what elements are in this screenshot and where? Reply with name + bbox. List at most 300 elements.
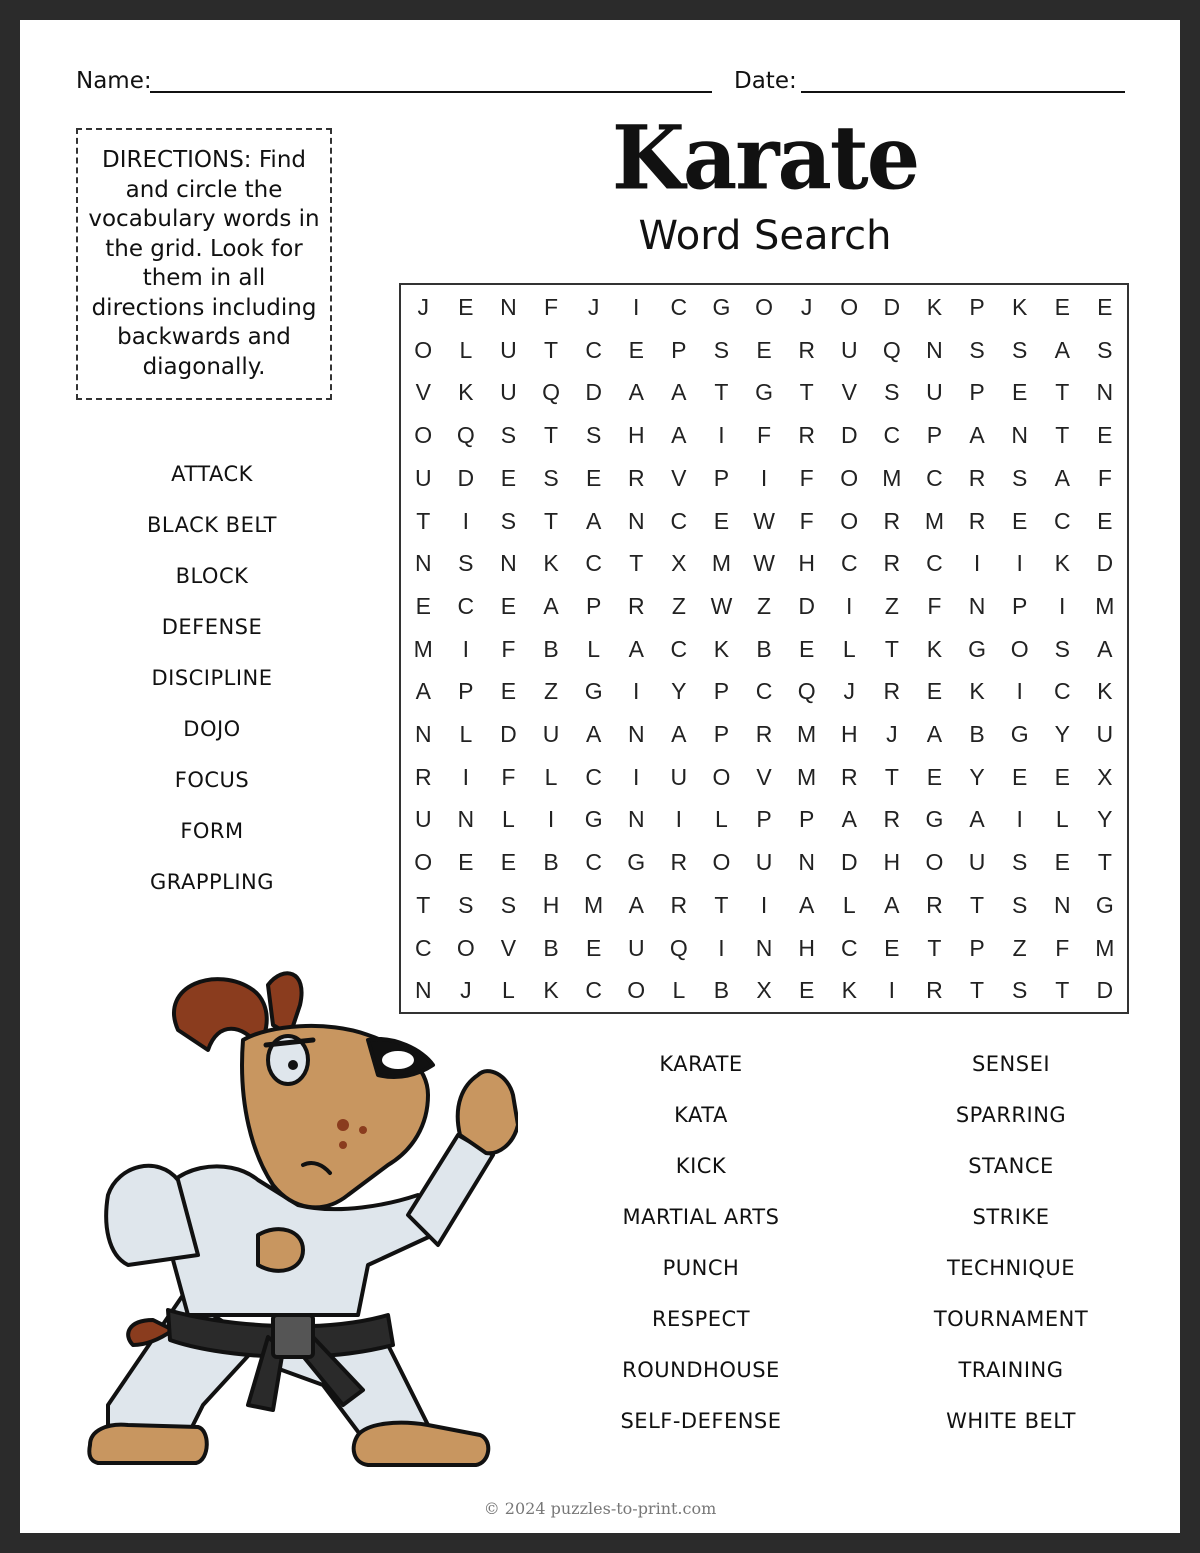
grid-letter[interactable]: A	[628, 379, 644, 406]
grid-letter[interactable]: E	[1011, 507, 1028, 534]
grid-letter[interactable]: R	[798, 422, 815, 449]
grid-letter[interactable]: A	[1097, 635, 1113, 662]
grid-letter[interactable]: I	[633, 763, 640, 790]
grid-letter[interactable]: A	[969, 422, 985, 449]
grid-letter[interactable]: F	[927, 592, 942, 619]
grid-letter[interactable]: L	[459, 336, 473, 363]
grid-letter[interactable]: Q	[797, 678, 816, 705]
grid-letter[interactable]: E	[628, 336, 644, 363]
grid-letter[interactable]: T	[544, 507, 559, 534]
grid-letter[interactable]: E	[926, 678, 943, 705]
grid-letter[interactable]: H	[627, 422, 645, 449]
grid-letter[interactable]: V	[756, 763, 772, 790]
grid-letter[interactable]: T	[544, 336, 559, 363]
grid-letter[interactable]: S	[500, 422, 517, 449]
grid-letter[interactable]: N	[414, 977, 432, 1004]
grid-letter[interactable]: O	[712, 763, 731, 790]
grid-letter[interactable]: K	[458, 379, 474, 406]
grid-letter[interactable]: F	[799, 464, 814, 491]
grid-letter[interactable]: C	[585, 849, 602, 876]
grid-letter[interactable]: S	[458, 550, 474, 577]
grid-letter[interactable]: M	[924, 507, 945, 534]
grid-letter[interactable]: E	[500, 464, 517, 491]
copyright-footer: © 2024 puzzles-to-print.com	[483, 1499, 717, 1518]
grid-letter[interactable]: K	[926, 635, 943, 662]
grid-letter[interactable]: A	[841, 806, 857, 833]
grid-letter[interactable]: T	[714, 379, 729, 406]
grid-letter[interactable]: I	[760, 891, 768, 918]
grid-letter[interactable]: F	[1055, 934, 1070, 961]
grid-letter[interactable]: S	[1011, 977, 1028, 1004]
grid-letter[interactable]: A	[671, 422, 687, 449]
grid-letter[interactable]: E	[1097, 507, 1113, 534]
grid-letter[interactable]: N	[627, 721, 645, 747]
grid-letter[interactable]: D	[1096, 550, 1114, 577]
grid-letter[interactable]: L	[842, 891, 856, 918]
grid-letter[interactable]: D	[883, 294, 901, 320]
grid-letter[interactable]: Y	[969, 763, 985, 790]
grid-letter[interactable]: S	[500, 507, 517, 534]
grid-letter[interactable]: S	[1011, 891, 1028, 918]
grid-letter[interactable]: F	[501, 635, 516, 662]
grid-letter[interactable]: D	[798, 592, 815, 619]
grid-letter[interactable]: E	[500, 592, 517, 619]
grid-letter[interactable]: E	[1011, 379, 1028, 406]
grid-letter[interactable]: U	[500, 379, 517, 406]
grid-letter[interactable]: T	[416, 507, 431, 534]
grid-letter[interactable]: N	[755, 934, 773, 961]
grid-letter[interactable]: Y	[671, 678, 687, 705]
grid-letter[interactable]: I	[1016, 806, 1023, 833]
grid-letter[interactable]: G	[584, 806, 603, 833]
grid-letter[interactable]: O	[712, 849, 731, 876]
grid-letter[interactable]: A	[884, 891, 900, 918]
grid-letter[interactable]: W	[753, 550, 775, 577]
grid-letter[interactable]: O	[414, 422, 433, 449]
grid-letter[interactable]: K	[1097, 678, 1113, 705]
grid-letter[interactable]: B	[543, 934, 559, 961]
grid-letter[interactable]: D	[457, 464, 475, 491]
grid-letter[interactable]: G	[755, 379, 773, 406]
grid-letter[interactable]: U	[840, 336, 858, 363]
grid-letter[interactable]: K	[543, 550, 559, 577]
grid-letter[interactable]: P	[1011, 592, 1028, 619]
grid-letter[interactable]: T	[1055, 379, 1070, 406]
grid-letter[interactable]: T	[544, 422, 559, 449]
grid-letter[interactable]: C	[670, 294, 688, 320]
grid-letter[interactable]: G	[627, 849, 646, 876]
grid-letter[interactable]: E	[585, 934, 602, 961]
grid-letter[interactable]: U	[414, 464, 432, 491]
grid-letter[interactable]: L	[587, 635, 601, 662]
grid-letter[interactable]: P	[969, 934, 985, 961]
grid-letter[interactable]: R	[627, 592, 645, 619]
grid-letter[interactable]: R	[798, 336, 815, 363]
grid-letter[interactable]: G	[584, 678, 603, 705]
grid-letter[interactable]: T	[970, 891, 985, 918]
grid-letter[interactable]: Z	[884, 592, 899, 619]
grid-letter[interactable]: T	[884, 635, 899, 662]
grid-letter[interactable]: I	[633, 678, 640, 705]
grid-letter[interactable]: S	[500, 891, 517, 918]
grid-letter[interactable]: T	[799, 379, 814, 406]
grid-letter[interactable]: S	[969, 336, 985, 363]
grid-letter[interactable]: S	[713, 336, 730, 363]
grid-letter[interactable]: E	[458, 849, 474, 876]
grid-letter[interactable]: L	[502, 806, 515, 833]
grid-letter[interactable]: E	[585, 464, 602, 491]
grid-letter[interactable]: M	[584, 891, 604, 918]
grid-letter[interactable]: N	[457, 806, 475, 833]
grid-letter[interactable]: O	[456, 934, 475, 961]
grid-letter[interactable]: L	[672, 977, 686, 1004]
grid-letter[interactable]: N	[500, 550, 517, 577]
grid-letter[interactable]: R	[414, 763, 432, 790]
grid-letter[interactable]: S	[1097, 336, 1113, 363]
grid-letter[interactable]: J	[843, 678, 855, 705]
grid-letter[interactable]: X	[671, 550, 687, 577]
grid-letter[interactable]: T	[714, 891, 729, 918]
grid-letter[interactable]: K	[1011, 294, 1028, 320]
grid-letter[interactable]: C	[840, 550, 858, 577]
grid-letter[interactable]: E	[1097, 294, 1113, 320]
grid-letter[interactable]: R	[670, 849, 688, 876]
grid-letter[interactable]: W	[710, 592, 733, 619]
grid-letter[interactable]: N	[968, 592, 986, 619]
grid-letter[interactable]: D	[500, 721, 517, 747]
grid-letter[interactable]: S	[1054, 635, 1070, 662]
grid-letter[interactable]: W	[753, 507, 775, 534]
grid-letter[interactable]: P	[969, 294, 985, 320]
grid-letter[interactable]: G	[968, 635, 986, 662]
grid-letter[interactable]: H	[798, 550, 815, 577]
grid-letter[interactable]: R	[968, 464, 986, 491]
grid-letter[interactable]: K	[926, 294, 943, 320]
grid-letter[interactable]: T	[1055, 422, 1070, 449]
page-subtitle: Word Search	[638, 213, 892, 259]
grid-letter[interactable]: E	[713, 507, 730, 534]
grid-letter[interactable]: I	[675, 806, 683, 833]
grid-letter[interactable]: L	[1055, 806, 1069, 833]
grid-letter[interactable]: I	[846, 592, 853, 619]
grid-letter[interactable]: Y	[1054, 721, 1070, 747]
grid-letter[interactable]: B	[756, 635, 772, 662]
grid-letter[interactable]: R	[926, 891, 943, 918]
grid-letter[interactable]: A	[1054, 336, 1070, 363]
grid-letter[interactable]: C	[926, 550, 943, 577]
grid-letter[interactable]: B	[543, 635, 559, 662]
grid-letter[interactable]: A	[585, 507, 602, 534]
grid-letter[interactable]: I	[973, 550, 981, 577]
grid-letter[interactable]: Q	[542, 379, 560, 406]
grid-letter[interactable]: O	[840, 464, 859, 491]
grid-letter[interactable]: E	[926, 763, 943, 790]
grid-letter[interactable]: J	[460, 977, 472, 1004]
grid-letter[interactable]: N	[414, 550, 432, 577]
grid-letter[interactable]: N	[414, 721, 432, 747]
grid-letter[interactable]: C	[670, 507, 688, 534]
grid-letter[interactable]: U	[968, 849, 986, 876]
grid-letter[interactable]: O	[840, 294, 859, 320]
grid-letter[interactable]: J	[800, 294, 813, 320]
grid-letter[interactable]: R	[755, 721, 773, 747]
grid-letter[interactable]: P	[713, 464, 730, 491]
grid-letter[interactable]: G	[925, 806, 944, 833]
grid-letter[interactable]: I	[462, 635, 470, 662]
grid-letter[interactable]: U	[1096, 721, 1114, 747]
grid-letter[interactable]: M	[1095, 934, 1115, 961]
grid-letter[interactable]: R	[968, 507, 986, 534]
grid-letter[interactable]: I	[718, 422, 725, 449]
grid-letter[interactable]: D	[1096, 977, 1114, 1004]
grid-letter[interactable]: E	[415, 592, 431, 619]
grid-letter[interactable]: A	[671, 721, 687, 747]
vocabulary-word: SELF-DEFENSE	[620, 1409, 782, 1433]
grid-letter[interactable]: O	[414, 336, 433, 363]
grid-letter[interactable]: M	[413, 635, 433, 662]
vocabulary-word: STRIKE	[972, 1205, 1050, 1229]
grid-letter[interactable]: N	[627, 806, 645, 833]
grid-letter[interactable]: S	[1011, 849, 1028, 876]
grid-letter[interactable]: H	[542, 891, 560, 918]
grid-letter[interactable]: A	[798, 891, 815, 918]
grid-letter[interactable]: L	[544, 763, 558, 790]
grid-letter[interactable]: R	[883, 550, 901, 577]
grid-letter[interactable]: M	[797, 763, 817, 790]
grid-letter[interactable]: J	[587, 294, 600, 320]
grid-letter[interactable]: D	[585, 379, 602, 406]
grid-letter[interactable]: C	[883, 422, 901, 449]
grid-letter[interactable]: Y	[1097, 806, 1113, 833]
grid-letter[interactable]: O	[627, 977, 646, 1004]
directions-box	[76, 128, 332, 400]
grid-letter[interactable]: V	[671, 464, 687, 491]
grid-letter[interactable]: A	[969, 806, 985, 833]
grid-letter[interactable]: P	[458, 678, 474, 705]
grid-letter[interactable]: F	[799, 507, 814, 534]
grid-letter[interactable]: I	[1059, 592, 1066, 619]
vocabulary-word: BLOCK	[175, 564, 249, 588]
grid-letter[interactable]: F	[544, 294, 559, 320]
grid-letter[interactable]: F	[501, 763, 516, 790]
grid-letter[interactable]: O	[414, 849, 433, 876]
grid-letter[interactable]: P	[969, 379, 985, 406]
grid-letter[interactable]: E	[798, 635, 815, 662]
grid-letter[interactable]: L	[459, 721, 473, 747]
grid-letter[interactable]: O	[925, 849, 944, 876]
grid-letter[interactable]: C	[585, 550, 602, 577]
grid-letter[interactable]: C	[585, 763, 602, 790]
grid-letter[interactable]: V	[415, 379, 431, 406]
grid-letter[interactable]: E	[500, 849, 517, 876]
grid-letter[interactable]: S	[458, 891, 474, 918]
grid-letter[interactable]: O	[755, 294, 773, 320]
grid-letter[interactable]: Z	[544, 678, 559, 705]
vocabulary-word: FOCUS	[174, 768, 250, 792]
grid-letter[interactable]: E	[884, 934, 900, 961]
grid-letter[interactable]: R	[883, 507, 901, 534]
grid-letter[interactable]: K	[1054, 550, 1070, 577]
grid-letter[interactable]: T	[884, 763, 899, 790]
grid-letter[interactable]: E	[458, 294, 474, 320]
grid-letter[interactable]: L	[842, 635, 856, 662]
grid-letter[interactable]: T	[416, 891, 431, 918]
grid-letter[interactable]: I	[633, 294, 640, 320]
grid-letter[interactable]: R	[883, 678, 901, 705]
grid-letter[interactable]: X	[756, 977, 772, 1004]
name-field[interactable]	[150, 91, 712, 93]
grid-letter[interactable]: N	[1011, 422, 1028, 449]
grid-letter[interactable]: I	[1016, 678, 1023, 705]
vocabulary-word: TRAINING	[958, 1358, 1064, 1382]
grid-letter[interactable]: Z	[757, 592, 772, 619]
grid-letter[interactable]: S	[543, 464, 559, 491]
grid-letter[interactable]: C	[1053, 678, 1071, 705]
grid-letter[interactable]: R	[670, 891, 688, 918]
grid-letter[interactable]: E	[1054, 849, 1070, 876]
grid-letter[interactable]: A	[585, 721, 602, 747]
grid-letter[interactable]: K	[841, 977, 857, 1004]
grid-letter[interactable]: P	[585, 592, 602, 619]
grid-letter[interactable]: U	[627, 934, 645, 961]
grid-letter[interactable]: C	[457, 592, 475, 619]
grid-letter[interactable]: U	[755, 849, 773, 876]
grid-letter[interactable]: I	[760, 464, 768, 491]
grid-letter[interactable]: E	[500, 678, 517, 705]
grid-letter[interactable]: T	[1055, 977, 1070, 1004]
grid-letter[interactable]: B	[713, 977, 730, 1004]
grid-letter[interactable]: R	[883, 806, 901, 833]
grid-letter[interactable]: A	[628, 635, 644, 662]
grid-letter[interactable]: M	[882, 464, 902, 491]
grid-letter[interactable]: T	[629, 550, 644, 577]
grid-letter[interactable]: E	[1097, 422, 1113, 449]
grid-letter[interactable]: N	[1096, 379, 1114, 406]
grid-letter[interactable]: L	[715, 806, 728, 833]
grid-letter[interactable]: C	[670, 635, 688, 662]
grid-letter[interactable]: I	[462, 763, 470, 790]
grid-letter[interactable]: P	[713, 721, 730, 747]
grid-letter[interactable]: E	[1054, 763, 1070, 790]
grid-letter[interactable]: C	[926, 464, 943, 491]
grid-letter[interactable]: M	[797, 721, 817, 747]
grid-letter[interactable]: R	[926, 977, 943, 1004]
grid-letter[interactable]: C	[840, 934, 858, 961]
grid-letter[interactable]: S	[1011, 464, 1028, 491]
grid-letter[interactable]: K	[543, 977, 559, 1004]
grid-letter[interactable]: A	[1054, 464, 1070, 491]
grid-letter[interactable]: V	[500, 934, 517, 961]
grid-letter[interactable]: E	[798, 977, 815, 1004]
grid-letter[interactable]: G	[712, 294, 731, 320]
grid-letter[interactable]: U	[926, 379, 943, 406]
grid-letter[interactable]: N	[627, 507, 645, 534]
grid-letter[interactable]: T	[970, 977, 985, 1004]
grid-letter[interactable]: I	[462, 507, 470, 534]
grid-letter[interactable]: G	[1010, 721, 1029, 747]
grid-letter[interactable]: O	[1010, 635, 1029, 662]
grid-letter[interactable]: E	[1011, 763, 1028, 790]
grid-letter[interactable]: S	[884, 379, 900, 406]
grid-letter[interactable]: A	[543, 592, 559, 619]
grid-letter[interactable]: G	[1095, 891, 1114, 918]
grid-letter[interactable]: S	[1011, 336, 1028, 363]
grid-letter[interactable]: P	[671, 336, 687, 363]
grid-letter[interactable]: O	[840, 507, 859, 534]
grid-letter[interactable]: K	[969, 678, 985, 705]
grid-letter[interactable]: H	[840, 721, 858, 747]
grid-letter[interactable]: B	[543, 849, 559, 876]
grid-letter[interactable]: N	[500, 294, 517, 320]
grid-letter[interactable]: C	[585, 336, 602, 363]
grid-letter[interactable]: M	[711, 550, 732, 577]
grid-letter[interactable]: C	[755, 678, 773, 705]
grid-letter[interactable]: N	[926, 336, 943, 363]
grid-letter[interactable]: Z	[671, 592, 686, 619]
grid-letter[interactable]: U	[414, 806, 432, 833]
grid-letter[interactable]: M	[1095, 592, 1115, 619]
grid-letter[interactable]: R	[627, 464, 645, 491]
grid-letter[interactable]: A	[926, 721, 943, 747]
grid-letter[interactable]: U	[670, 763, 688, 790]
grid-letter[interactable]: N	[798, 849, 815, 876]
grid-letter[interactable]: N	[1053, 891, 1071, 918]
grid-letter[interactable]: F	[1097, 464, 1112, 491]
grid-letter[interactable]: J	[886, 721, 898, 747]
grid-letter[interactable]: Q	[882, 336, 901, 363]
grid-letter[interactable]: P	[713, 678, 730, 705]
grid-letter[interactable]: C	[414, 934, 432, 961]
vocabulary-word: WHITE BELT	[946, 1409, 1076, 1433]
grid-letter[interactable]: J	[417, 294, 429, 320]
grid-letter[interactable]: U	[500, 336, 517, 363]
grid-letter[interactable]: Q	[669, 934, 688, 961]
grid-letter[interactable]: Q	[456, 422, 475, 449]
grid-letter[interactable]: R	[840, 763, 858, 790]
grid-letter[interactable]: H	[798, 934, 815, 961]
grid-letter[interactable]: E	[756, 336, 772, 363]
grid-letter[interactable]: X	[1097, 763, 1113, 790]
grid-letter[interactable]: K	[713, 635, 730, 662]
grid-letter[interactable]: D	[840, 422, 858, 449]
grid-letter[interactable]: C	[585, 977, 602, 1004]
grid-letter[interactable]: A	[415, 678, 431, 705]
grid-letter[interactable]: F	[757, 422, 772, 449]
grid-letter[interactable]: I	[718, 934, 725, 961]
grid-letter[interactable]: T	[927, 934, 942, 961]
grid-letter[interactable]: S	[585, 422, 602, 449]
grid-letter[interactable]: P	[756, 806, 772, 833]
grid-letter[interactable]: T	[1097, 849, 1112, 876]
grid-letter[interactable]: U	[542, 721, 560, 747]
grid-letter[interactable]: I	[888, 977, 896, 1004]
grid-letter[interactable]: Z	[1012, 934, 1027, 961]
grid-letter[interactable]: I	[1016, 550, 1023, 577]
grid-letter[interactable]: C	[1053, 507, 1071, 534]
grid-letter[interactable]: A	[628, 891, 644, 918]
grid-letter[interactable]: E	[1054, 294, 1070, 320]
grid-letter[interactable]: P	[798, 806, 815, 833]
grid-letter[interactable]: P	[926, 422, 943, 449]
grid-letter[interactable]: A	[671, 379, 687, 406]
grid-letter[interactable]: I	[547, 806, 555, 833]
grid-letter[interactable]: H	[883, 849, 901, 876]
grid-letter[interactable]: B	[969, 721, 985, 747]
grid-letter[interactable]: L	[502, 977, 515, 1004]
date-field[interactable]	[801, 91, 1125, 93]
grid-letter[interactable]: V	[841, 379, 857, 406]
grid-letter[interactable]: D	[840, 849, 858, 876]
